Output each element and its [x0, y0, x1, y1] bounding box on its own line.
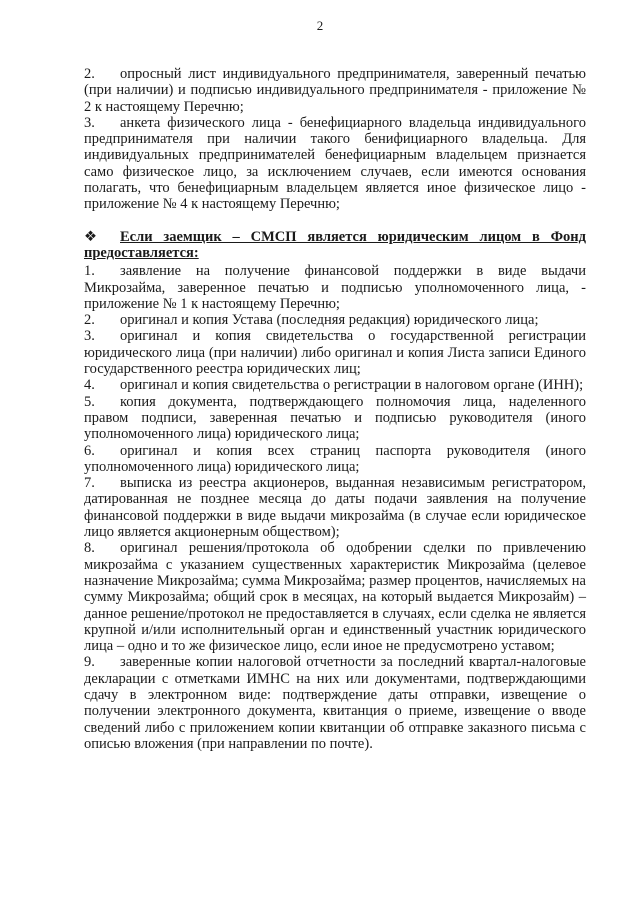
diamond-bullet-icon: ❖ — [84, 228, 97, 245]
document-body — [84, 66, 586, 752]
item-text: опросный лист индивидуального предпринимателя, заверенный печатью (при наличии) и подписью индивидуального предпринимателя - приложение № 2 к настоящему Перечню; — [84, 66, 586, 115]
list-item — [84, 312, 586, 328]
item-text: заверенные копии налоговой отчетности за последний квартал-налоговые декларации с отметками ИМНС на них или документами, подтверждающими сдачу в электронном виде: подтверждение даты отправки, извещение о получении электронного документа, квитанция о приеме, извещение о вводе сведений либо с приложением копии квитанции об отправке заказного письма с описью вложения (при направлении по почте). — [84, 654, 586, 752]
item-number: 6. — [84, 442, 95, 459]
item-text: оригинал решения/протокола об одобрении сделки по привлечению микрозайма с указанием существенных характеристик Микрозайма (целевое назначение Микрозайма; сумма Микрозайма; размер процентов, начисляемых на сумму Микрозайма; общий срок в месяцах, на который выдается Микрозайм) – данное решение/протокол не предоставляется в случаях, если сделка не является крупной и/или исполнительный орган и единственный участник юридического лица – одно и то же физическое лицо, если иное не предусмотрено уставом; — [84, 540, 586, 655]
list-item — [84, 66, 586, 115]
item-text: выписка из реестра акционеров, выданная независимым регистратором, датированная не позднее месяца до даты подачи заявления на получение финансовой поддержки в виде выдачи микрозайма (в случае если юридическое лицо является акционерным обществом); — [84, 475, 586, 541]
item-text: оригинал и копия Устава (последняя редакция) юридического лица; — [120, 312, 539, 329]
item-text: заявление на получение финансовой поддержки в виде выдачи Микрозайма, заверенное печатью и подписью уполномоченного лица, - приложение № 1 к настоящему Перечню; — [84, 263, 586, 312]
item-number: 8. — [84, 540, 95, 557]
list-item — [84, 540, 586, 654]
item-text: оригинал и копия свидетельства о регистрации в налоговом органе (ИНН); — [120, 377, 584, 394]
item-number: 2. — [84, 66, 95, 82]
list-item — [84, 654, 586, 752]
item-text: оригинал и копия всех страниц паспорта руководителя (иного уполномоченного лица) юридического лица; — [84, 442, 586, 475]
item-text: копия документа, подтверждающего полномочия лица, наделенного правом подписи, заверенная печатью и подписью руководителя (иного уполномоченного лица) юридического лица; — [84, 393, 586, 443]
item-number: 7. — [84, 475, 95, 492]
item-text: оригинал и копия свидетельства о государственной регистрации юридического лица (при наличии) либо оригинал и копия Листа записи Единого государственного реестра юридических лиц; — [84, 328, 586, 378]
list-item — [84, 115, 586, 213]
item-number: 5. — [84, 393, 95, 410]
list-item — [84, 394, 586, 443]
item-number: 4. — [84, 377, 95, 394]
item-number: 9. — [84, 654, 95, 671]
section-heading-text: Если заемщик – СМСП является юридическим лицом в Фонд предоставляется: — [84, 228, 586, 261]
item-number: 1. — [84, 263, 95, 280]
list-item — [84, 377, 586, 393]
page-number: 2 — [316, 18, 324, 33]
list-item — [84, 475, 586, 540]
item-text: анкета физического лица - бенефициарного владельца индивидуального предпринимателя при наличии такого бенифициарного владельца. Для индивидуальных предпринимателей бенефициарным владельцем признается само физическое лицо, за исключением случаев, если имеются основания полагать, что бенефициарным владельцем является иное физическое лицо - приложение № 4 к настоящему Перечню; — [84, 114, 586, 213]
list-item — [84, 443, 586, 476]
item-number: 3. — [84, 328, 95, 345]
section-heading — [84, 229, 586, 262]
list-item — [84, 328, 586, 377]
item-number: 2. — [84, 312, 95, 329]
list-item — [84, 263, 586, 312]
item-number: 3. — [84, 114, 95, 131]
